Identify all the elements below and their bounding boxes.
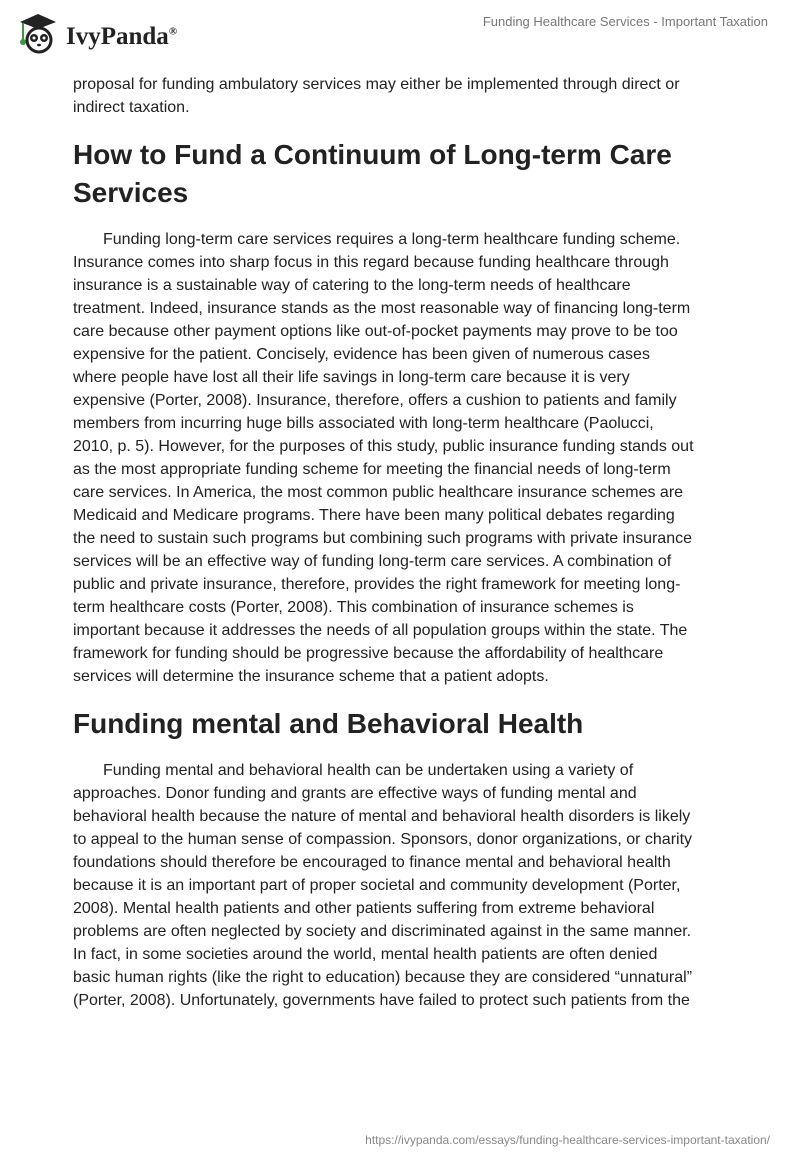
essay-content	[73, 73, 733, 1029]
document-title: Funding Healthcare Services - Important Taxation	[482, 14, 768, 29]
text-line: 2010, p. 5). However, for the purposes of this study, public insurance funding stands out	[73, 438, 694, 455]
text-line: problems are often neglected by society and discriminated against in the same manner.	[73, 923, 692, 940]
brand-name: IvyPanda®	[66, 23, 178, 50]
text-line: Insurance comes into sharp focus in this regard because funding healthcare through	[73, 254, 669, 271]
text-line: (Porter, 2008). Unfortunately, governments have failed to protect such patients from the	[73, 992, 690, 1009]
mental-health-paragraph	[73, 759, 733, 1012]
text-line: important because it addresses the needs of all population groups within the state. The	[73, 622, 688, 639]
text-line: insurance is a sustainable way of catering to the long-term needs of healthcare	[73, 277, 631, 294]
text-line: the need to sustain such programs but combining such programs with private insurance	[73, 530, 692, 547]
text-line: approaches. Donor funding and grants are effective ways of funding mental and	[73, 785, 637, 802]
text-line: because it is an important part of proper societal and community development (Porter,	[73, 877, 681, 894]
text-line: behavioral health because the nature of mental and behavioral health disorders is likely	[73, 808, 691, 825]
text-line: In fact, in some societies around the world, mental health patients are often denied	[73, 946, 658, 963]
text-line: as the most appropriate funding scheme for meeting the financial needs of long-term	[73, 461, 671, 478]
text-line: treatment. Indeed, insurance stands as the most reasonable way of financing long-term	[73, 300, 691, 317]
text-line: services will be an effective way of funding long-term care services. A combination of	[73, 553, 672, 570]
heading-line: How to Fund a Continuum of Long-term Care	[73, 139, 672, 170]
page-header	[0, 0, 800, 60]
section-heading-long-term-care	[73, 136, 733, 212]
panda-graduate-icon	[18, 12, 58, 54]
text-line: Medicaid and Medicare programs. There have been many political debates regarding	[73, 507, 675, 524]
text-line: framework for funding should be progressive because the affordability of healthcare	[73, 645, 664, 662]
text-line: proposal for funding ambulatory services may either be implemented through direct or	[73, 76, 680, 93]
text-line: where people have lost all their life savings in long-term care because it is very	[73, 369, 630, 386]
text-line: basic human rights (like the right to education) because they are considered “unnatural”	[73, 969, 693, 986]
section-heading-mental-health	[73, 705, 733, 743]
text-line: term healthcare costs (Porter, 2008). This combination of insurance schemes is	[73, 599, 634, 616]
text-line: expensive (Porter, 2008). Insurance, therefore, offers a cushion to patients and family	[73, 392, 677, 409]
text-line: 2008). Mental health patients and other patients suffering from extreme behavioral	[73, 900, 655, 917]
text-line: care services. In America, the most common public healthcare insurance schemes are	[73, 484, 684, 501]
text-line: services will determine the insurance scheme that a patient adopts.	[73, 668, 549, 685]
text-line: to appeal to the human sense of compassion. Sponsors, donor organizations, or charity	[73, 831, 693, 848]
ivypanda-logo[interactable]	[18, 12, 177, 54]
long-term-care-paragraph	[73, 228, 733, 688]
text-line: expensive for the patient. Concisely, evidence has been given of numerous cases	[73, 346, 650, 363]
source-url[interactable]: https://ivypanda.com/essays/funding-healthcare-services-important-taxation/	[365, 1133, 770, 1147]
text-line: members from incurring huge bills associated with long-term healthcare (Paolucci,	[73, 415, 654, 432]
text-line: Funding mental and behavioral health can be undertaken using a variety of	[103, 762, 634, 779]
heading-line: Services	[73, 177, 189, 208]
heading-line: Funding mental and Behavioral Health	[73, 708, 584, 739]
text-line: foundations should therefore be encouraged to finance mental and behavioral health	[73, 854, 671, 871]
text-line: indirect taxation.	[73, 99, 190, 116]
text-line: care because other payment options like out-of-pocket payments may prove to be too	[73, 323, 678, 340]
text-line: public and private insurance, therefore, provides the right framework for meeting long-	[73, 576, 681, 593]
intro-paragraph	[73, 73, 733, 119]
text-line: Funding long-term care services requires a long-term healthcare funding scheme.	[103, 231, 681, 248]
